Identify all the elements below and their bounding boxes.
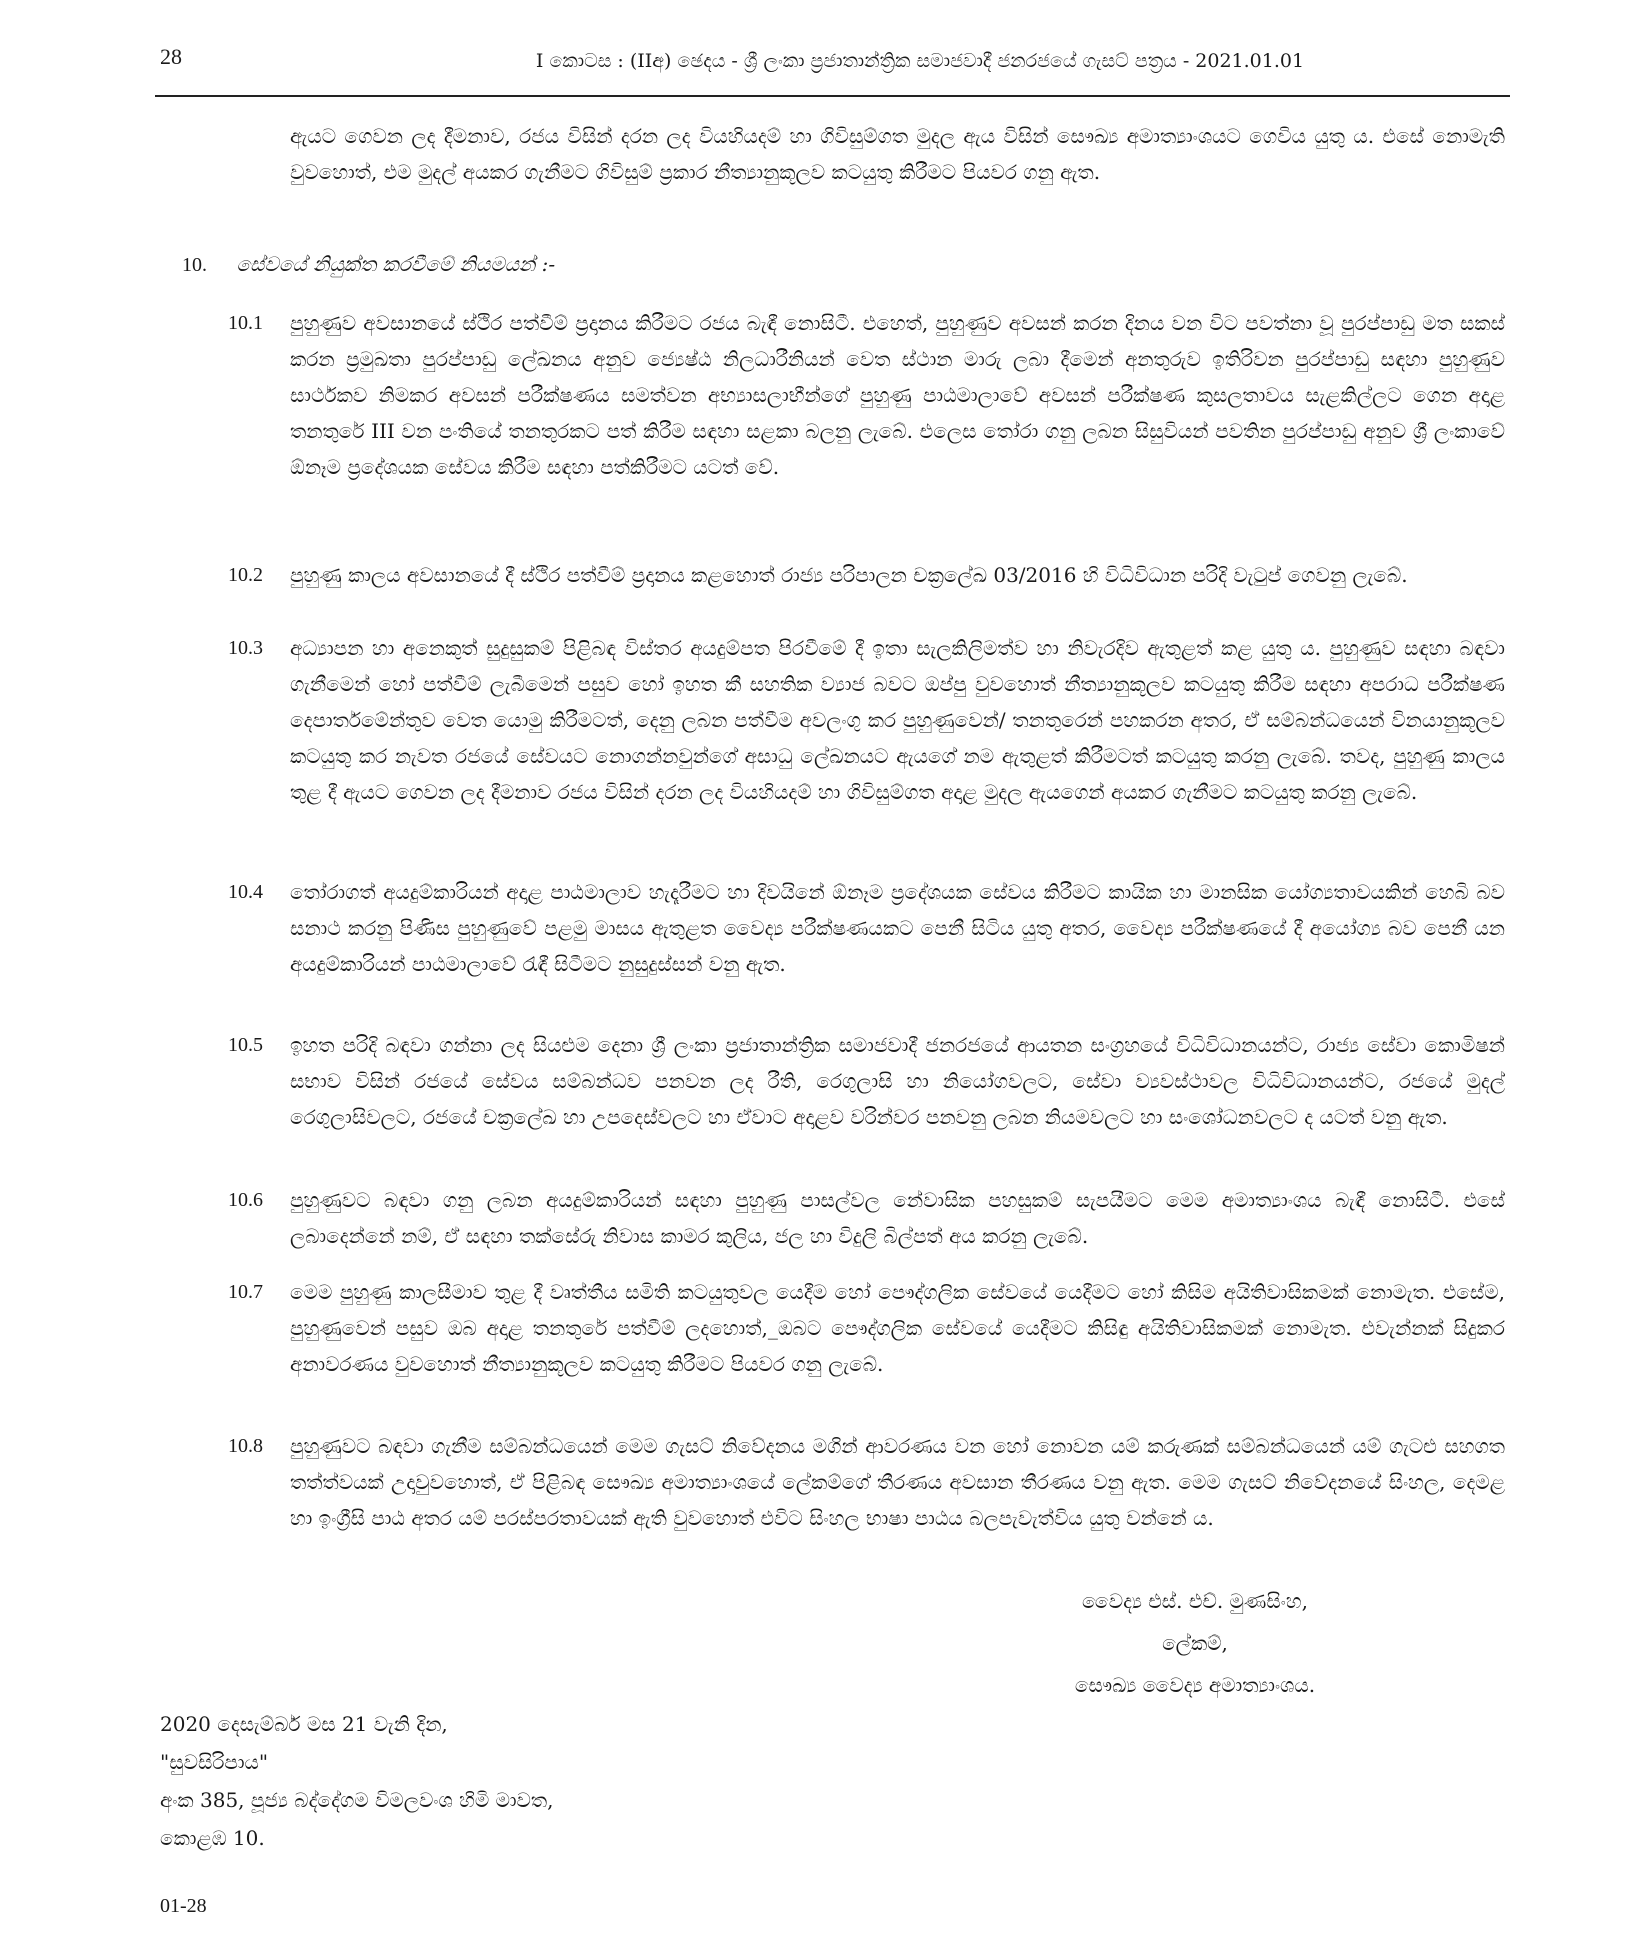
- signatory-name: වෛද්‍ය එස්. එච්. මුණසිංහ,: [1082, 1589, 1308, 1613]
- page-number: 28: [160, 44, 182, 69]
- address-street: අංක 385, පූජ්‍ය බද්දේගම විමලවංශ හිමි මාවත,: [160, 1788, 554, 1812]
- clause-number: 10.2: [228, 564, 263, 586]
- clause-text: තෝරාගත් අයදුම්කාරියන් අදාළ පාඨමාලාව හැදෑරීමට හා දිවයිනේ ඕනෑම ප්‍රදේශයක සේවය කිරීමට කායික හා මානසික යෝග්‍යතාවයකින් හෙබි බව සනාථ කරනු පිණිස පුහුණුවේ පළමු මාසය ඇතුළත වෛද්‍ය පරීක්ෂණයකට පෙනී සිටිය යුතු අතර, වෛද්‍ය පරීක්ෂණයේ දී අයෝග්‍ය බව පෙනී යන අයදුම්කාරියන් පාඨමාලාවේ රැඳී සිටීමට නුසුදුස්සන් වනු ඇත.: [290, 880, 1505, 976]
- signature-block: [1020, 1580, 1370, 1706]
- clause-text: අධ්‍යාපන හා අනෙකුත් සුදුසුකම් පිළිබඳ විස්තර අයදුම්පත පිරවීමේ දී ඉතා සැලකිලිමත්ව හා නිවැරදිව ඇතුළත් කළ යුතු ය. පුහුණුව සඳහා බඳවා ගැනීමෙන් හෝ පත්වීම් ලැබීමෙන් පසුව හෝ ඉහත කී සහතික ව්‍යාජ බවට ඔප්පු වුවහොත් නීත්‍යානුකූලව කටයුතු කිරීම සඳහා අපරාධ පරීක්ෂණ දෙපාර්තමේන්තුව වෙත යොමු කිරීමටත්, දෙනු ලබන පත්වීම අවලංගු කර පුහුණුවෙන්/ තනතුරෙන් පහකරන අතර, ඒ සම්බන්ධයෙන් විනයානුකූලව කටයුතු කර නැවත රජයේ සේවයට නොගන්නවුන්ගේ අසාධු ලේඛනයට ඇයගේ නම ඇතුළත් කිරීමටත් කටයුතු කරනු ලැබේ. තවද, පුහුණු කාලය තුළ දී ඇයට ගෙවන ලද දීමනාව රජය විසින් දරන ලද වියහියදම් හා ගිවිසුම්ගත අදාළ මුදල ඇයගෙන් අයකර ගැනීමට කටයුතු කරනු ලැබේ.: [290, 636, 1505, 804]
- section-title: සේවයේ නියුක්ත කරවීමේ නියමයන් :-: [236, 252, 556, 276]
- signatory-ministry: සෞඛ්‍ය වෛද්‍ය අමාත්‍යාංශය.: [1074, 1673, 1316, 1697]
- clause-number: 10.6: [228, 1189, 263, 1211]
- clause-text: මෙම පුහුණු කාලසීමාව තුළ දී වෘත්තීය සමිති කටයුතුවල යෙදීම හෝ පෞද්ගලික සේවයේ යෙදීමට හෝ කිසිම අයිතිවාසිකමක් නොමැත. එසේම, පුහුණුවෙන් පසුව ඔබ අදාළ තනතුරේ පත්වීම් ලදහොත්,_ඔබට පෞද්ගලික සේවයේ යෙදීමට කිසිඳු අයිතිවාසිකමක් නොමැත. එවැන්නක් සිදුකර අනාවරණය වුවහොත් නීත්‍යානුකූලව කටයුතු කිරීමට පියවර ගනු ලැබේ.: [290, 1280, 1505, 1376]
- section-number: 10.: [182, 254, 207, 276]
- section-heading: [182, 252, 555, 277]
- clause-text: පුහුණුවට බඳවා ගැනීම සම්බන්ධයෙන් මෙම ගැසට් නිවේදනය මගින් ආවරණය වන හෝ නොවන යම් කරුණක් සම්බන්ධයෙන් යම් ගැටළු සහගත තත්ත්වයක් උදාවුවහොත්, ඒ පිළිබඳ සෞඛ්‍ය අමාත්‍යාංශයේ ලේකම්ගේ තීරණය අවසාන තීරණය වනු ඇත. මෙම ගැසට් නිවේදනයේ සිංහල, දෙමළ හා ඉංග්‍රීසි පාඨ අතර යම් පරස්පරතාවයක් ඇති වුවහොත් එවිට සිංහල භාෂා පාඨය බලපැවැත්විය යුතු වන්නේ ය.: [290, 1434, 1505, 1530]
- intro-paragraph: ඇයට ගෙවන ලද දීමනාව, රජය විසින් දරන ලද වියහියදම් හා ගිවිසුම්ගත මුදල ඇය විසින් සෞඛ්‍ය අමාත්‍යාංශයට ගෙවිය යුතු ය. එසේ නොමැති වුවහොත්, එම මුදල් අයකර ගැනීමට ගිවිසුම් ප්‍රකාර නීත්‍යානුකූලව කටයුතු කිරීමට පියවර ගනු ඇත.: [290, 124, 1505, 184]
- footer-code: 01-28: [160, 1895, 207, 1917]
- clause-number: 10.3: [228, 637, 263, 659]
- header-rule: [155, 95, 1510, 97]
- clause-text: ඉහත පරිදි බඳවා ගන්නා ලද සියළුම දෙනා ශ්‍රී ලංකා ප්‍රජාතාන්ත්‍රික සමාජවාදී ජනරජයේ ආයතන සංග්‍රහයේ විධිවිධානයන්ට, රාජ්‍ය සේවා කොමිෂන් සභාව විසින් රජයේ සේවය සම්බන්ධව පනවන ලද රීති, රෙගුලාසි හා නියෝගවලට, සේවා ව්‍යවස්ථාවල විධිවිධානයන්ට, රජයේ මුදල් රෙගුලාසිවලට, රජයේ චක්‍රලේඛ හා උපදෙස්වලට හා ඒවාට අදාළව වරින්වර පනවනු ලබන නියමවලට හා සංශෝධනවලට ද යටත් වනු ඇත.: [290, 1033, 1505, 1129]
- address-block: [160, 1705, 554, 1857]
- clause-text: පුහුණුව අවසානයේ ස්ථිර පත්වීම් ප්‍රදානය කිරීමට රජය බැඳී නොසිටී. එහෙත්, පුහුණුව අවසන් කරන දිනය වන විට පවත්නා වූ පුරප්පාඩු මත සකස් කරන ප්‍රමුඛතා පුරප්පාඩු ලේඛනය අනුව ජ්‍යෙෂ්ඨ නිලධාරීනියන් වෙත ස්ථාන මාරු ලබා දීමෙන් අනතුරුව ඉතිරිවන පුරප්පාඩු සඳහා පුහුණුව සාර්ථකව නිමකර අවසන් පරීක්ෂණය සමත්වන අභ්‍යාසලාභීන්ගේ පුහුණු පාඨමාලාවේ අවසන් පරීක්ෂණ කුසලතාවය සැළකිල්ලට ගෙන අදාළ තනතුරේ III වන පංතියේ තනතුරකට පත් කිරීම සඳහා සළකා බලනු ලැබේ. එලෙස තෝරා ගනු ලබන සිසුවියන් පවතින පුරප්පාඩු අනුව ශ්‍රී ලංකාවේ ඕනෑම ප්‍රදේශයක සේවය කිරීම සඳහා පත්කිරීමට යටත් වේ.: [290, 311, 1505, 479]
- clause-number: 10.7: [228, 1281, 263, 1303]
- clause-number: 10.8: [228, 1435, 263, 1457]
- running-header: I කොටස : (IIඅ) ඡෙදය - ශ්‍රී ලංකා ප්‍රජාතාන්ත්‍රික සමාජවාදී ජනරජයේ ගැසට් පත්‍රය - 2021.01.01: [535, 50, 1305, 72]
- clause-number: 10.1: [228, 312, 263, 334]
- clause-text: පුහුණු කාලය අවසානයේ දී ස්ථිර පත්වීම් ප්‍රදානය කළහොත් රාජ්‍ය පරිපාලන චක්‍රලේඛ 03/2016 හි විධිවිධාන පරිදි වැටුප් ගෙවනු ලැබේ.: [290, 563, 1408, 587]
- address-building: "සුවසිරිපාය": [160, 1750, 269, 1774]
- signatory-title: ලේකම්,: [1162, 1631, 1228, 1655]
- address-date: 2020 දෙසැම්බර් මස 21 වැනි දින,: [160, 1712, 448, 1736]
- clause-text: පුහුණුවට බඳවා ගනු ලබන අයදුම්කාරියන් සඳහා පුහුණු පාසල්වල නේවාසික පහසුකම් සැපයීමට මෙම අමාත්‍යාංශය බැඳී නොසිටී. එසේ ලබාදෙන්නේ නම්, ඒ සඳහා තක්සේරු නිවාස කාමර කුලිය, ජල හා විදුලි බිල්පත් අය කරනු ලැබේ.: [290, 1188, 1505, 1248]
- clause-number: 10.5: [228, 1034, 263, 1056]
- clause-number: 10.4: [228, 881, 263, 903]
- address-city: කොළඹ 10.: [160, 1826, 265, 1850]
